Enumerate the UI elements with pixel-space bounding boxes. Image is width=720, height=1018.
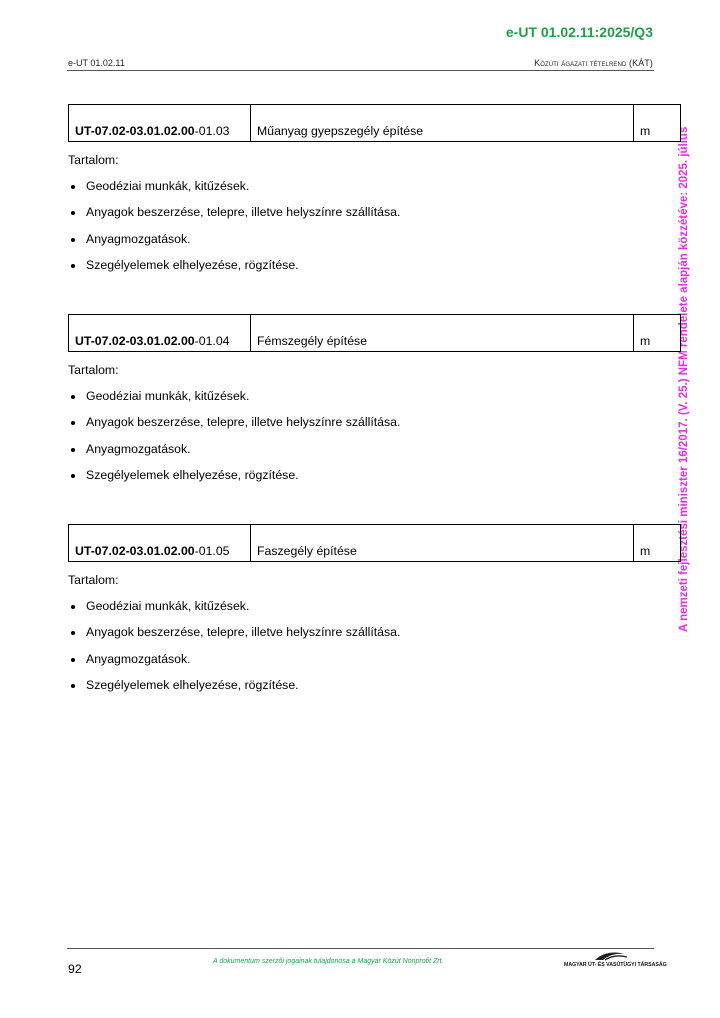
item-header-table [68, 314, 681, 352]
page-number: 92 [68, 962, 82, 976]
list-item [68, 205, 641, 220]
bullet-icon [71, 605, 75, 609]
list-item [68, 678, 641, 693]
item-block [68, 314, 651, 483]
item-name-cell: Műanyag gyepszegély építése [251, 105, 634, 142]
content-list [68, 179, 641, 274]
list-item [68, 652, 641, 667]
list-item-text: Anyagmozgatások. [86, 651, 191, 666]
list-item-text: Anyagok beszerzése, telepre, illetve helyszínre szállítása. [86, 625, 401, 639]
item-code-main: UT-07.02-03.01.02.00 [75, 124, 195, 138]
bullet-icon [71, 421, 75, 425]
list-item-text: Szegélyelemek elhelyezése, rögzítése. [86, 468, 299, 482]
copyright-notice: A dokumentum szerzői jogainak tulajdonosa a Magyar Közút Nonprofit Zrt. [213, 958, 444, 965]
list-item-text: Geodéziai munkák, kitűzések. [86, 598, 250, 613]
bullet-icon [71, 238, 75, 242]
bullet-icon [71, 264, 75, 268]
list-item [68, 232, 641, 247]
content-label: Tartalom: [68, 363, 119, 377]
item-name-cell: Faszegély építése [251, 525, 634, 562]
list-item [68, 625, 641, 640]
item-code-suffix: -01.05 [194, 544, 230, 558]
footer-rule [67, 948, 654, 949]
item-code-suffix: -01.04 [194, 334, 230, 348]
item-unit-cell: m [634, 315, 681, 352]
item-code-suffix: -01.03 [194, 124, 230, 138]
item-code-cell [69, 105, 251, 142]
list-item-text: Anyagmozgatások. [86, 231, 191, 246]
list-item [68, 415, 641, 430]
bullet-icon [71, 474, 75, 478]
company-logo-icon [565, 950, 655, 972]
list-item [68, 599, 641, 614]
item-block [68, 104, 651, 273]
list-item-text: Anyagok beszerzése, telepre, illetve helyszínre szállítása. [86, 415, 401, 429]
item-code-main: UT-07.02-03.01.02.00 [75, 544, 195, 558]
list-item-text: Anyagmozgatások. [86, 441, 191, 456]
item-block [68, 524, 651, 693]
list-item [68, 258, 641, 273]
bullet-icon [71, 395, 75, 399]
list-item [68, 468, 641, 483]
list-item-text: Geodéziai munkák, kitűzések. [86, 178, 250, 193]
document-code: e-UT 01.02.11:2025/Q3 [505, 24, 653, 40]
content-label: Tartalom: [68, 573, 119, 587]
list-item [68, 389, 641, 404]
item-header-table [68, 524, 681, 562]
list-item [68, 179, 641, 194]
list-item-text: Szegélyelemek elhelyezése, rögzítése. [86, 678, 299, 692]
list-item-text: Anyagok beszerzése, telepre, illetve helyszínre szállítása. [86, 205, 401, 219]
content-label: Tartalom: [68, 153, 119, 167]
list-item-text: Geodéziai munkák, kitűzések. [86, 388, 250, 403]
header-left-code: e-UT 01.02.11 [68, 58, 125, 68]
item-code-cell [69, 525, 251, 562]
bullet-icon [71, 211, 75, 215]
item-unit-cell: m [634, 105, 681, 142]
bullet-icon [71, 448, 75, 452]
header-right-title: Közúti ágazati tételrend (KÁT) [534, 58, 653, 68]
item-unit-cell: m [634, 525, 681, 562]
bullet-icon [71, 631, 75, 635]
list-item [68, 442, 641, 457]
logo-text: MAGYAR ÚT- ÉS VASÚTÜGYI TÁRSASÁG [564, 962, 667, 968]
list-item-text: Szegélyelemek elhelyezése, rögzítése. [86, 258, 299, 272]
bullet-icon [71, 185, 75, 189]
item-name-cell: Fémszegély építése [251, 315, 634, 352]
item-code-cell [69, 315, 251, 352]
content-list [68, 389, 641, 484]
content-list [68, 599, 641, 694]
item-code-main: UT-07.02-03.01.02.00 [75, 334, 195, 348]
header-rule [67, 70, 654, 71]
side-publication-note: A nemzeti fejlesztési miniszter 16/2017. (V. 25.) NFM rendelete alapján közzétéve: 2025. július [678, 126, 690, 632]
bullet-icon [71, 684, 75, 688]
item-header-table [68, 104, 681, 142]
bullet-icon [71, 658, 75, 662]
